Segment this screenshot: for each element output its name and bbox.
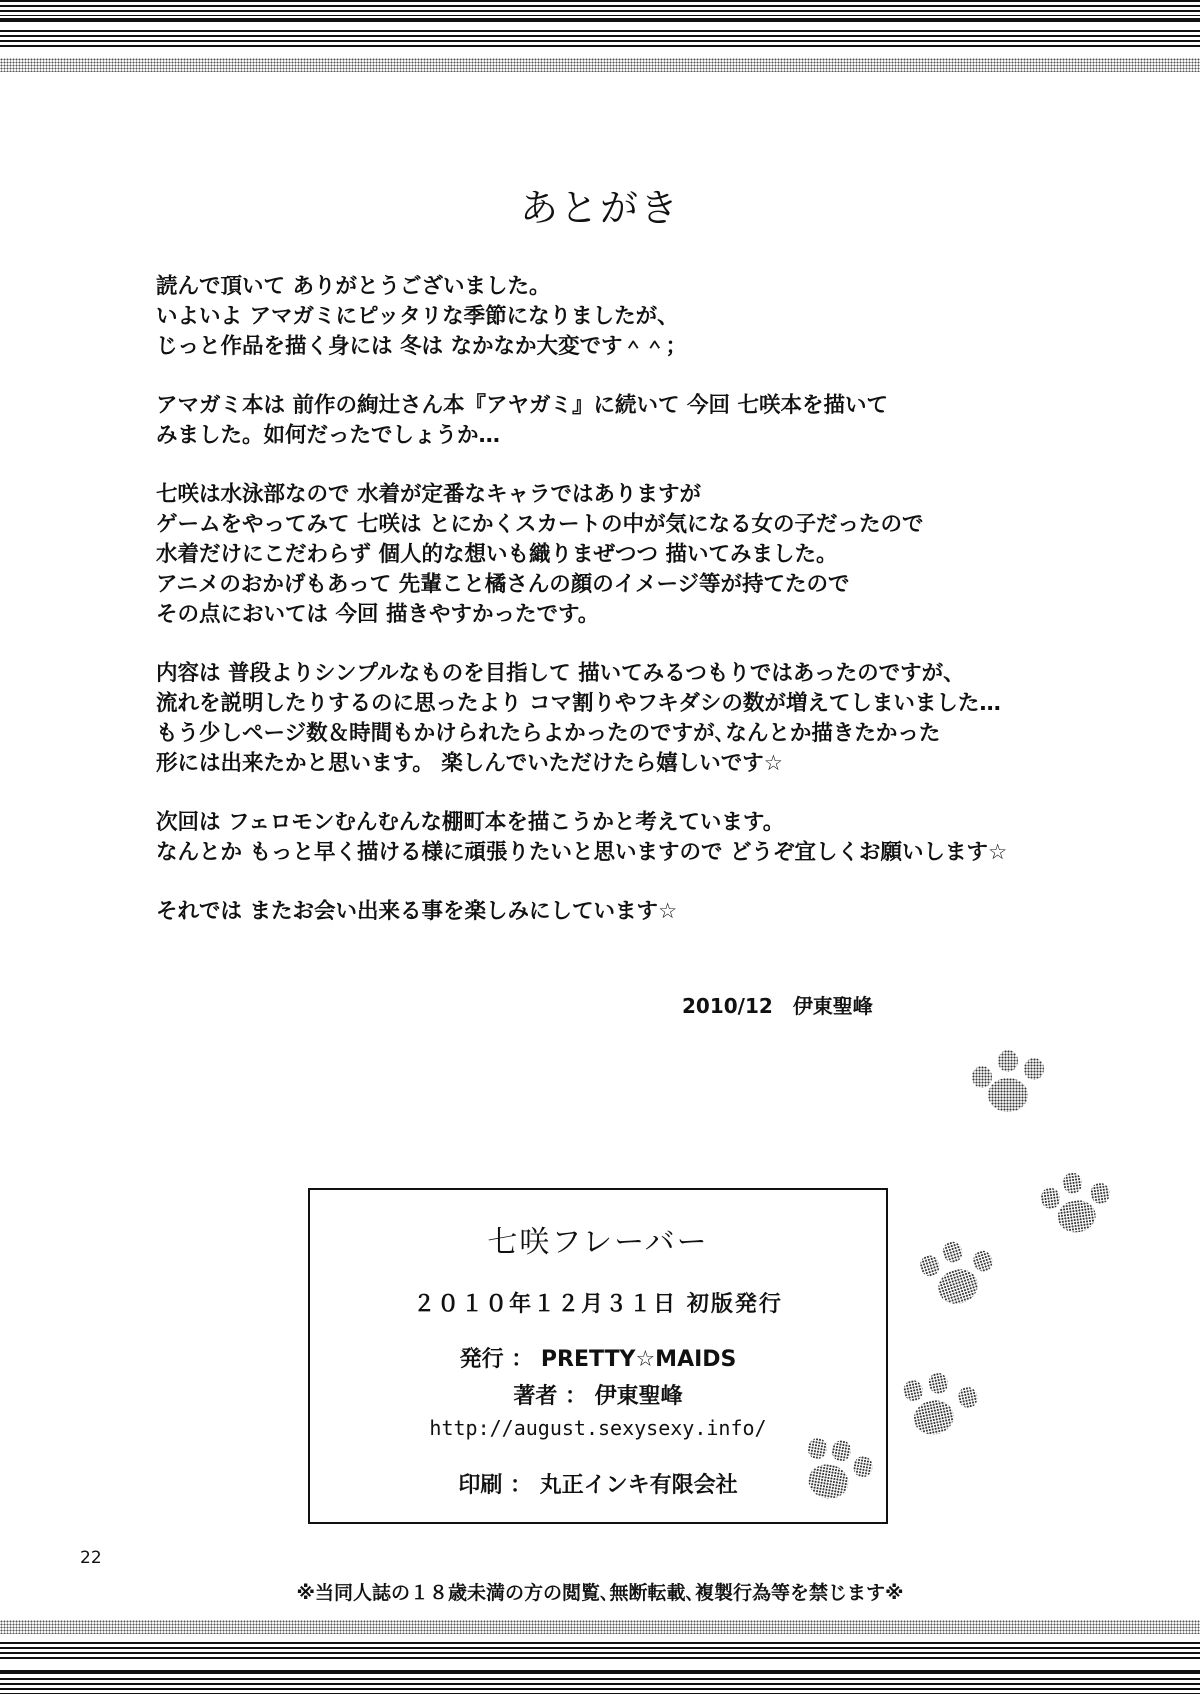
paragraph bbox=[156, 272, 1096, 362]
text-line: 内容は 普段よりシンプルなものを目指して 描いてみるつもりではあったのですが、 bbox=[156, 661, 965, 686]
paw-print-icon bbox=[1036, 1167, 1120, 1241]
paragraph bbox=[156, 659, 1096, 779]
text-line: いよいよ アマガミにピッタリな季節になりましたが、 bbox=[156, 304, 679, 329]
signature-name: 伊東聖峰 bbox=[792, 994, 873, 1018]
printer: 印刷 ： 丸正インキ有限会社 bbox=[458, 1473, 738, 1498]
author: 著者 ： 伊東聖峰 bbox=[513, 1384, 683, 1409]
signature bbox=[682, 990, 873, 1019]
text-line: 形には出来たかと思います。 楽しんでいただけたら嬉しいです☆ bbox=[156, 751, 784, 776]
text-line: それでは またお会い出来る事を楽しみにしています☆ bbox=[156, 899, 678, 924]
publication-date: ２０１０年１２月３１日 初版発行 bbox=[413, 1292, 783, 1317]
paw-print-icon bbox=[899, 1363, 989, 1444]
text-line: もう少しページ数＆時間もかけられたらよかったのですが､なんとか描きたかった bbox=[156, 721, 941, 746]
text-line: 読んで頂いて ありがとうございました。 bbox=[156, 274, 551, 299]
paragraph bbox=[156, 808, 1096, 868]
age-restriction-notice: ※当同人誌の１８歳未満の方の閲覧､無断転載､複製行為等を禁じます※ bbox=[296, 1582, 904, 1604]
page-number: 22 bbox=[80, 1548, 102, 1568]
text-line: 次回は フェロモンむんむんな棚町本を描こうかと考えています。 bbox=[156, 810, 785, 835]
text-line: アニメのおかげもあって 先輩こと橘さんの顔のイメージ等が持てたので bbox=[156, 572, 850, 597]
afterword-body bbox=[156, 272, 1096, 956]
publisher: 発行 ： PRETTY☆MAIDS bbox=[459, 1347, 737, 1372]
text-line: 七咲は水泳部なので 水着が定番なキャラではありますが bbox=[156, 482, 701, 507]
text-line: なんとか もっと早く描ける様に頑張りたいと思いますので どうぞ宜しくお願いします☆ bbox=[156, 840, 1008, 865]
text-line: ゲームをやってみて 七咲は とにかくスカートの中が気になる女の子だったので bbox=[156, 512, 924, 537]
paragraph bbox=[156, 391, 1096, 451]
signature-date: 2010/12 bbox=[682, 994, 773, 1018]
website-url: http://august.sexysexy.info/ bbox=[429, 1416, 767, 1440]
afterword-title: あとがき bbox=[519, 186, 680, 231]
text-line: その点においては 今回 描きやすかったです。 bbox=[156, 602, 600, 627]
text-line: 流れを説明したりするのに思ったより コマ割りやフキダシの数が増えてしまいました… bbox=[156, 691, 1001, 716]
book-title: 七咲フレーバー bbox=[487, 1225, 709, 1260]
text-line: アマガミ本は 前作の絢辻さん本『アヤガミ』に続いて 今回 七咲本を描いて bbox=[156, 393, 888, 418]
paw-print-icon bbox=[914, 1230, 1009, 1317]
paw-print-icon bbox=[970, 1048, 1050, 1114]
text-line: みました。如何だったでしょうか… bbox=[156, 423, 501, 448]
text-line: じっと作品を描く身には 冬は なかなか大変です＾＾； bbox=[156, 334, 687, 359]
paragraph bbox=[156, 480, 1096, 630]
text-line: 水着だけにこだわらず 個人的な想いも織りまぜつつ 描いてみました。 bbox=[156, 542, 838, 567]
paragraph bbox=[156, 897, 1096, 927]
colophon-box bbox=[308, 1188, 888, 1524]
